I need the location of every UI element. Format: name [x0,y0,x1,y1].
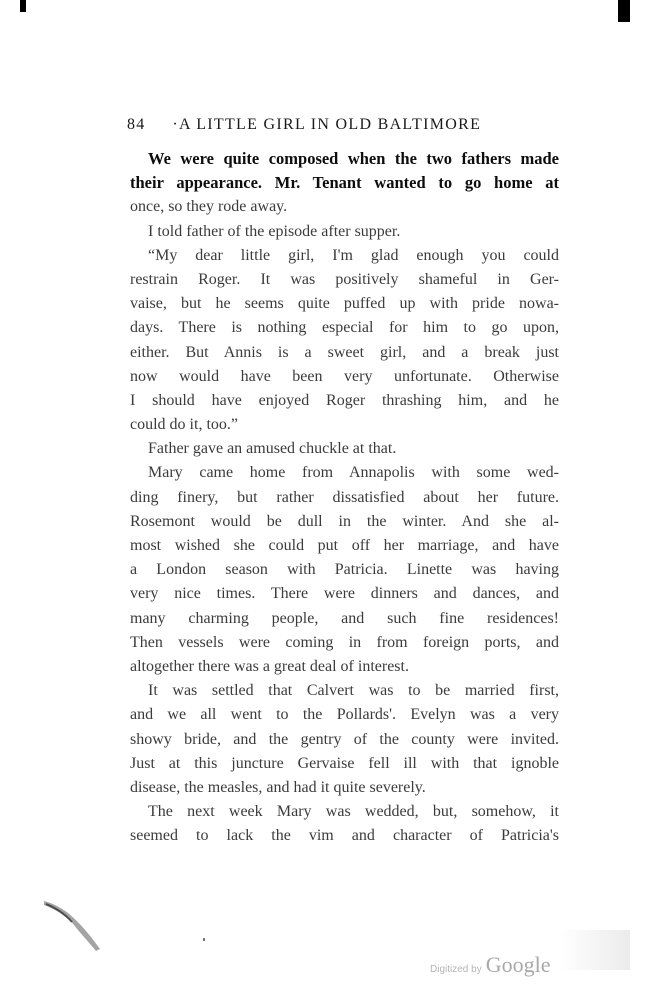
text-line: Father gave an amused chuckle at that. [148,440,397,458]
text-line: I should have enjoyed Roger thrashing him, and he [130,391,559,409]
text-line: most wished she could put off her marriage, and have [130,537,559,554]
text-line: Then vessels were coming in from foreign ports, and [130,633,559,651]
text-line: many charming people, and such fine residences! [130,609,559,627]
text-line: showy bride, and the gentry of the county were invited. [130,730,559,748]
text-line: could do it, too.” [130,416,238,434]
text-line: and we all went to the Pollards'. Evelyn was a very [130,706,559,724]
digitized-by-google-watermark [430,952,550,978]
text-line: Mary came home from Annapolis with some wed- [148,464,559,482]
running-head: ·A LITTLE GIRL IN OLD BALTIMORE [172,116,482,133]
watermark-prefix: Digitized by [430,964,482,975]
scan-edge-mark-right [618,0,630,22]
text-line: vaise, but he seems quite puffed up with pride nowa- [130,295,559,313]
text-line: altogether there was a great deal of interest. [130,657,409,675]
scan-edge-mark-left [20,0,26,12]
text-line: restrain Roger. It was positively shameful in Ger- [130,270,559,288]
text-line: days. There is nothing especial for him to go upon, [130,319,559,337]
text-line: very nice times. There were dinners and dances, and [130,585,559,603]
text-line: once, so they rode away. [130,198,288,216]
text-line: a London season with Patricia. Linette was having [130,561,559,579]
google-logo: Google [485,952,551,977]
text-line: disease, the measles, and had it quite severely. [130,778,426,796]
text-line: It was settled that Calvert was to be married first, [148,682,559,700]
text-line: seemed to lack the vim and character of Patricia's [130,827,559,845]
text-line: Rosemont would be dull in the winter. And she al- [130,512,559,530]
text-line: “My dear little girl, I'm glad enough you could [148,246,559,264]
text-line: either. But Annis is a sweet girl, and a break just [130,343,559,361]
text-line: ding finery, but rather dissatisfied about her future. [130,488,559,506]
text-line: We were quite composed when the two fathers made [148,149,559,168]
text-line: their appearance. Mr. Tenant wanted to go home at [130,173,559,193]
text-line: I told father of the episode after supper. [148,222,401,240]
text-line: now would have been very unfortunate. Otherwise [130,367,559,385]
scan-smudge [40,895,110,955]
page-edge-shadow [560,930,630,970]
text-line: The next week Mary was wedded, but, somehow, it [148,803,559,821]
text-line: Just at this juncture Gervaise fell ill with that ignoble [130,754,559,772]
body-text [130,147,559,848]
page-number: 84 [127,116,146,133]
scan-speck [203,938,205,941]
page-header [127,116,517,134]
